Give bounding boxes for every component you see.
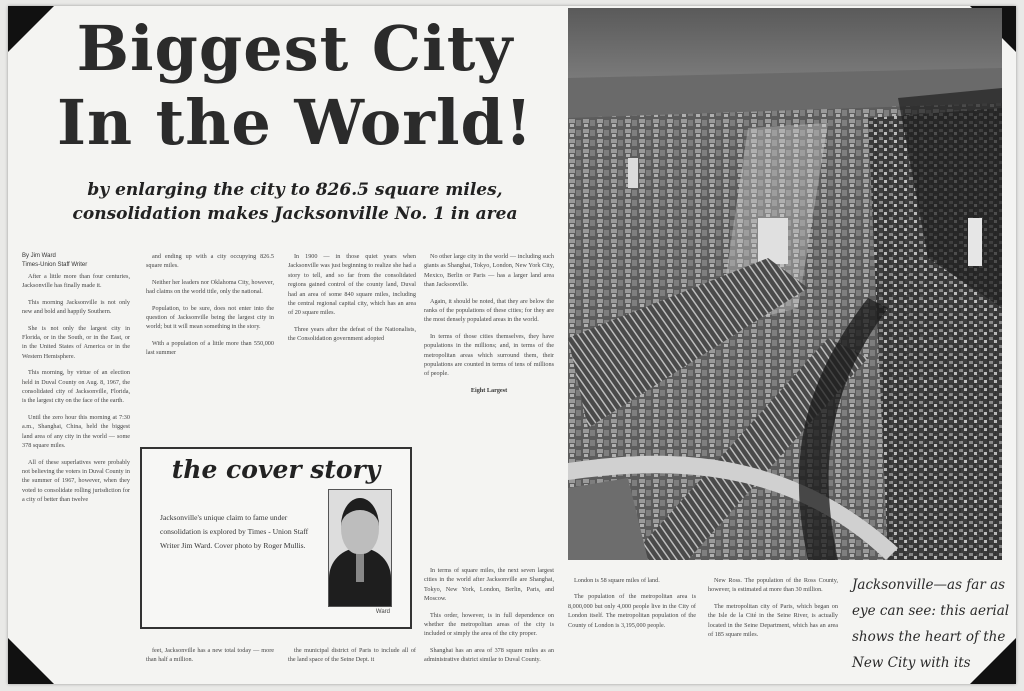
paragraph: London is 58 square miles of land.	[574, 577, 660, 584]
cover-story-title: the cover story	[171, 455, 381, 484]
article-column-1	[22, 272, 130, 677]
byline-role: Times-Union Staff Writer	[22, 262, 88, 268]
paragraph: The metropolitan city of Paris, which began on the Isle de la Cité in the Seine River, is actually located in the Seine Department, which has an area of 185 square miles.	[708, 602, 838, 639]
byline-name: By Jim Ward	[22, 253, 56, 259]
caption-line-2: eye can see: this aerial	[852, 603, 1010, 619]
article-column-4b	[424, 566, 554, 681]
paragraph: With a population of a little more than 550,000 last summer	[146, 339, 274, 357]
paragraph: Until the zero hour this morning at 7:30 a.m., Shanghai, China, held the biggest land area of any city in the world — some 378 square miles.	[22, 413, 130, 450]
article-column-4	[424, 252, 554, 564]
paragraph: feet, Jacksonville has a new total today — more than half a million.	[146, 647, 274, 664]
cover-story-text: Jacksonville's unique claim to fame under consolidation is explored by Times - Union Staff Writer Jim Ward. Cover photo by Roger Mullis.	[160, 513, 309, 550]
paragraph: After a little more than four centuries, Jacksonville has finally made it.	[22, 273, 130, 290]
photo-caption	[852, 572, 1012, 676]
article-column-2-bottom	[146, 646, 274, 678]
paragraph: No other large city in the world — including such giants as Shanghai, Tokyo, London, New York City, Mexico, Berlin or Paris — has a larger land area than Jacksonville.	[424, 253, 554, 289]
aerial-city-photo	[568, 8, 1002, 560]
paragraph: New Ross. The population of the Ross County, however, is estimated at more than 30 million.	[708, 577, 838, 594]
headline-line-1: Biggest City	[76, 12, 514, 85]
byline	[22, 252, 87, 270]
subhead-line-1: by enlarging the city to 826.5 square miles,	[87, 180, 503, 200]
paragraph: Shanghai has an area of 378 square miles as an administrative district similar to Duval County.	[424, 646, 554, 664]
article-column-3-bottom	[288, 646, 416, 678]
caption-line-4: New City with its	[852, 655, 971, 671]
subheadline	[20, 178, 570, 226]
caption-line-1: Jacksonville—as far as	[852, 577, 1006, 593]
headline	[20, 12, 570, 160]
article-column-6	[708, 576, 838, 680]
paragraph: This morning Jacksonville is not only new and bold and happily Southern.	[22, 298, 130, 316]
paragraph: In 1900 — in those quiet years when Jacksonville was just beginning to realize she had a story to tell, and so far from the consolidated regions gained control of the county land, Duval had an area of some 840 square miles, including the central regional capital city, which has an area of 20 square miles.	[288, 253, 416, 317]
caption-line-3: shows the heart of the	[852, 629, 1006, 645]
subhead-line-2: consolidation makes Jacksonville No. 1 in area	[72, 204, 518, 224]
paragraph: All of these superlatives were probably not believing the voters in Duval County in the summer of 1967, however, when they voted to consolidate rolling jurisdiction for a city of better than twelve	[22, 458, 130, 504]
paragraph: and ending up with a city occupying 826.5 square miles.	[146, 253, 274, 270]
paragraph: the municipal district of Paris to include all of the land space of the Seine Dept. it	[288, 647, 416, 664]
portrait-caption: Ward	[375, 609, 390, 615]
portrait-head	[341, 498, 379, 554]
author-portrait	[328, 489, 392, 607]
aerial-photo-illustration	[568, 8, 1002, 560]
paragraph: Population, to be sure, does not enter into the question of Jacksonville being the largest city in world; but it will mean something in the story.	[146, 304, 274, 331]
article-column-5	[568, 576, 696, 680]
paragraph: Neither her leaders nor Oklahoma City, however, had claims on the world title, only the national.	[146, 278, 274, 296]
paragraph: In terms of square miles, the next seven largest cities in the world after Jacksonville are Shanghai, Tokyo, New York, London, Berlin, Paris, and Moscow.	[424, 567, 554, 603]
paragraph: The population of the metropolitan area is 8,000,000 but only 4,000 people live in the City of London itself. The metropolitan population of the County of London is 3,195,000 people.	[568, 593, 696, 629]
paragraph: In terms of those cities themselves, they have populations in the millions; and, in terms of the metropolitan areas which surround them, their populations are counted in terms of tens of millions of people.	[424, 332, 554, 378]
paragraph: She is not only the largest city in Florida, or in the South, or in the East, or in the United States of America or in the Western Hemisphere.	[22, 324, 130, 360]
paragraph: Three years after the defeat of the Nationalists, the Consolidation government adopted	[288, 325, 416, 343]
paragraph: This morning, by virtue of an election held in Duval County on Aug. 8, 1967, the consolidated city of Jacksonville, Florida, is the largest city on the face of the earth.	[22, 369, 130, 405]
paragraph: This order, however, is in full dependence on whether the metropolitan areas of the city is included or simply the area of the city proper.	[424, 611, 554, 638]
paragraph: Again, it should be noted, that they are below the ranks of the populations of these cities; for they are the most densely populated areas in the world.	[424, 297, 554, 324]
section-subheading: Eight Largest	[470, 386, 508, 394]
article-column-3	[288, 252, 416, 440]
cover-story-box	[140, 447, 412, 629]
article-column-2	[146, 252, 274, 440]
headline-line-2: In the World!	[56, 86, 534, 159]
